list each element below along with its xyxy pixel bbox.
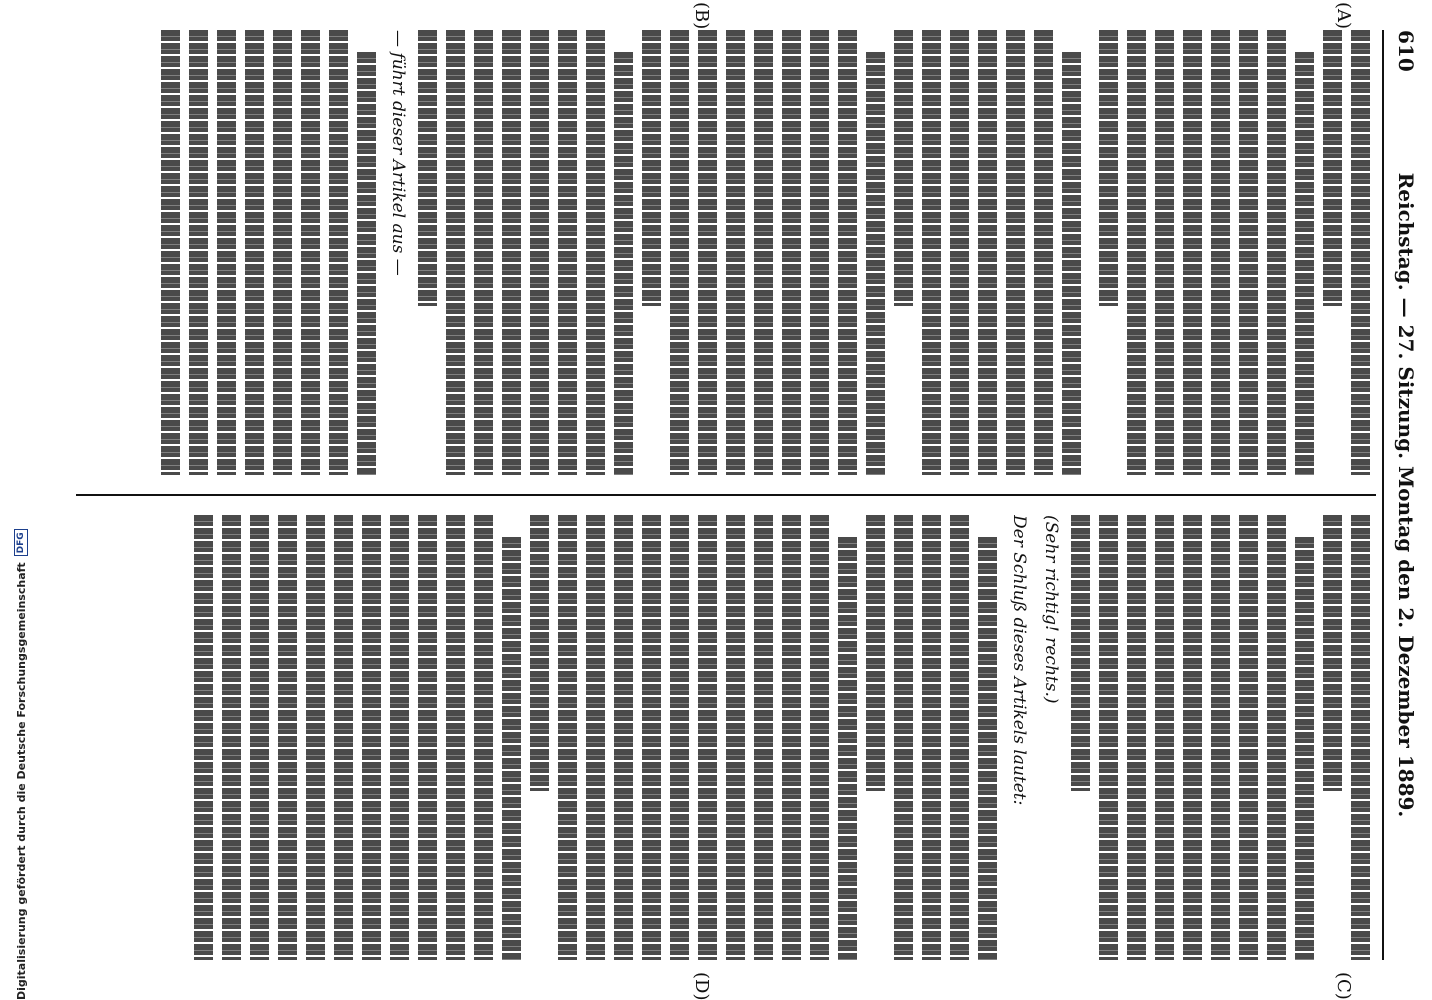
text-line [530, 515, 549, 791]
text-line [1211, 515, 1230, 960]
text-line [306, 515, 325, 960]
text-line [614, 515, 633, 960]
speaker-note: — führt dieser Artikel aus — [388, 30, 408, 276]
text-line [217, 30, 236, 475]
text-line [810, 30, 829, 475]
text-line [558, 515, 577, 960]
text-line [1323, 515, 1342, 791]
text-line [670, 30, 689, 475]
text-line [782, 30, 801, 475]
text-line [642, 515, 661, 960]
text-line [222, 515, 241, 960]
text-line [1071, 515, 1090, 791]
text-line [273, 30, 292, 475]
text-line [866, 515, 885, 791]
text-line [670, 515, 689, 960]
text-line [1127, 30, 1146, 475]
text-line [1295, 52, 1314, 475]
text-line [446, 515, 465, 960]
text-column-right [110, 515, 1370, 960]
text-line [530, 30, 549, 475]
text-line [1006, 30, 1025, 475]
text-line [810, 515, 829, 960]
text-line [161, 30, 180, 475]
text-line [1211, 30, 1230, 475]
margin-marker-a: (A) [1333, 2, 1354, 30]
text-line [894, 30, 913, 306]
page-number: 610 [1394, 30, 1418, 72]
text-line [1183, 515, 1202, 960]
page-header [1382, 30, 1424, 960]
text-line [698, 515, 717, 960]
margin-marker-d: (D) [691, 972, 712, 1000]
text-line [1267, 30, 1286, 475]
text-line [726, 30, 745, 475]
text-line [502, 30, 521, 475]
margin-marker-c: (C) [1333, 972, 1354, 1000]
text-line [1323, 30, 1342, 306]
digitization-credit [10, 10, 32, 1000]
text-line [250, 515, 269, 960]
text-line [390, 515, 409, 960]
text-line [1034, 30, 1053, 475]
text-line [978, 537, 997, 960]
text-line [1099, 30, 1118, 306]
running-head: Reichstag. — 27. Sitzung. Montag den 2. Dezember 1889. [1394, 172, 1418, 818]
text-line [754, 515, 773, 960]
text-line [1351, 515, 1370, 960]
text-line [1183, 30, 1202, 475]
speaker-note: (Sehr richtig! rechts.) [1041, 515, 1061, 704]
text-line [782, 515, 801, 960]
text-line [922, 515, 941, 960]
text-line [838, 537, 857, 960]
text-line [446, 30, 465, 475]
text-line [418, 515, 437, 960]
text-line [614, 52, 633, 475]
text-line [1239, 515, 1258, 960]
text-line [474, 30, 493, 475]
text-line [334, 515, 353, 960]
text-line [922, 30, 941, 475]
text-line [950, 515, 969, 960]
text-column-left [110, 30, 1370, 475]
text-line [194, 515, 213, 960]
text-line [866, 52, 885, 475]
text-line [245, 30, 264, 475]
text-line [838, 30, 857, 475]
text-line [329, 30, 348, 475]
text-line [1155, 515, 1174, 960]
text-line [301, 30, 320, 475]
text-line [978, 30, 997, 475]
text-line [278, 515, 297, 960]
text-line [1062, 52, 1081, 475]
text-line [1239, 30, 1258, 475]
text-line [1099, 515, 1118, 960]
text-line [1127, 515, 1146, 960]
speaker-note: Der Schluß dieses Artikels lautet: [1009, 515, 1029, 806]
text-line [362, 515, 381, 960]
text-line [894, 515, 913, 960]
text-line [1351, 30, 1370, 475]
margin-marker-b: (B) [691, 2, 712, 30]
text-line [189, 30, 208, 475]
text-line [418, 30, 437, 306]
text-line [726, 515, 745, 960]
text-line [642, 30, 661, 306]
credit-text: Digitalisierung gefördert durch die Deutsche Forschungsgemeinschaft [14, 562, 28, 1000]
text-line [474, 515, 493, 960]
text-line [950, 30, 969, 475]
text-line [698, 30, 717, 475]
text-line [357, 52, 376, 475]
text-line [1267, 515, 1286, 960]
text-line [1295, 537, 1314, 960]
text-line [586, 30, 605, 475]
text-line [586, 515, 605, 960]
text-line [558, 30, 577, 475]
text-line [502, 537, 521, 960]
dfg-logo: DFG [14, 529, 28, 556]
text-line [754, 30, 773, 475]
text-line [1155, 30, 1174, 475]
column-divider [76, 494, 1376, 496]
